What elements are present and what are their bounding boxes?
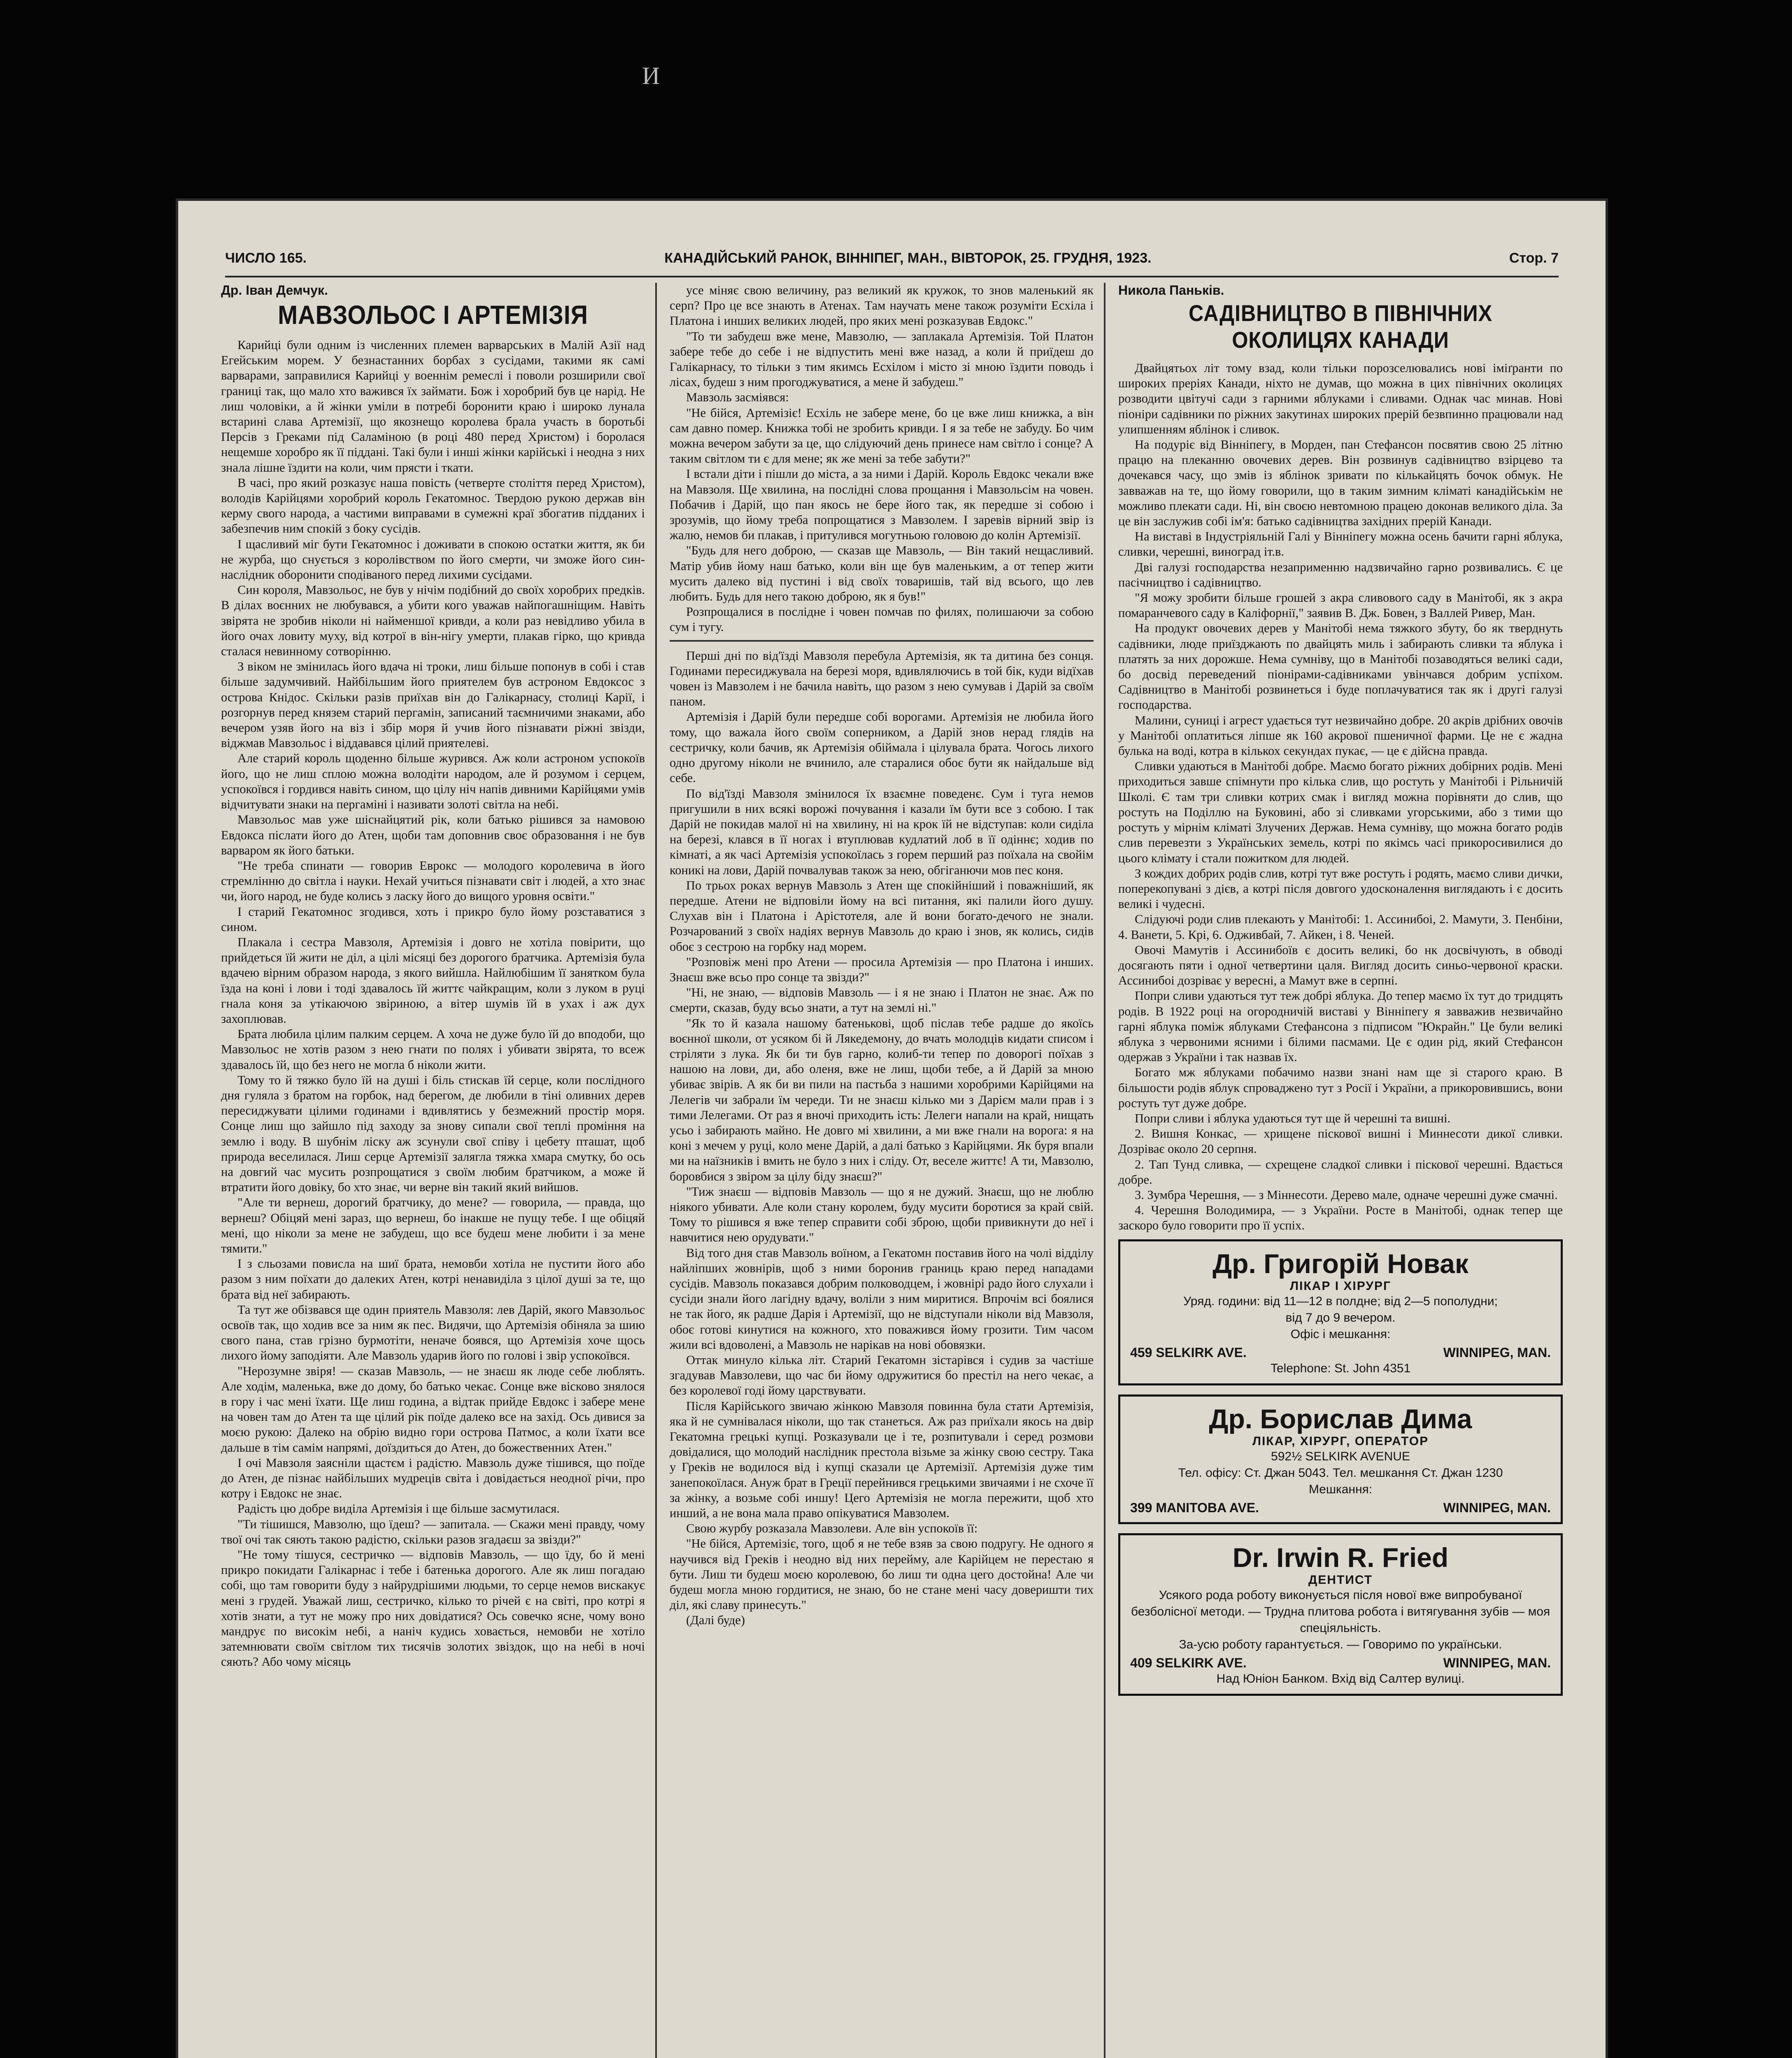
paragraph: По від'їзді Мавзоля змінилося їх взаємне поведенє. Сум і туга немов пригушили в них всякі ворожі почування і казали їм бути все з собою. І так Дарій не покидав малої ні на хвилину, ні на крок їй не відступав: коли сиділа на березі, клався в її ногах і втуплював кудлатий лоб в її одіннє; ходив по кімнаті, а як часі Артемізія успокоїлась з горем перший раз поїхала на свойім коникі на лови, Дарій почвалував також за нею, обгіганючи мов пес коня. xyxy=(670,786,1094,877)
paragraph: "Будь для него доброю, — сказав ще Мавзоль, — Він такий нещасливий. Матір убив йому наш батько, коли він ще був маленьким, а от тепер жити мусить далеко від пустині і від своїх товаришів, тай від всього, що лев любить. Будь для него такою доброю, як я був!" xyxy=(670,543,1094,604)
paragraph: З кождих добрих родів слив, котрі тут вже ростуть і родять, маємо сливи дички, поперекопувані з дієв, а котрі після довгого удосконалення виглядають і є досить великі і чудесні. xyxy=(1118,866,1563,911)
advertisement-box xyxy=(1118,1533,1563,1696)
paragraph: Після Карійського звичаю жінкою Мавзоля повинна була стати Артемізія, яка й не сумнівалася ніколи, що так станеться. Аж раз приїхали якось на двір Гекатомна грецькі купці. Розказували це і те, розпитували і серед розмови довідалися, що молодий наслідник престола візьме за жінку свою сестру. Така у Греків не водилося від і купці сказали це Артемізії. Артемізія дуже тим занепокоїлася. Ануж брат в Греції перейнився грецькими звичаями і не схоче її за жінку, а возьме собі иншу! Цего Артемізія не могла пережити, щоб хто инший, а не вона мала право опікуватися Мавзолем. xyxy=(670,1399,1094,1520)
paragraph: Свою журбу розказала Мавзолеви. Але він успокоїв її: xyxy=(686,1521,978,1536)
paragraph: На подуріє від Вінніпегу, в Морден, пан Стефансон посвятив свою 25 літню працю на плеканню овочевих дерев. Він розвинув садівництво взірцево та дочекався часу, що змів із яблінок зривати по кількайцять бочок обмук. Не завважав на те, що йому говорили, що в таким зимним кліматі канадійськім не можливо плекати сади. Ні, він своєю невтомною працею доконав великого діла. За це він заслужив собі ім'я: батько садівництва західних прерій Канади. xyxy=(1118,438,1563,528)
column-3 xyxy=(1118,283,1563,2058)
ad-doctor-name: Dr. Irwin R. Fried xyxy=(1232,1542,1449,1573)
paragraph: Мавзольос мав уже шіснайцятий рік, коли батько рішився за намовою Евдокса післати його до Атен, щоби там доповнив своє образовання і не був варваром як його батьки. xyxy=(221,812,645,857)
ad-line: від 7 до 9 вечером. xyxy=(1285,1311,1396,1325)
paragraph: І старий Гекатомнос згодився, хоть і прикро було йому розставатися з сином. xyxy=(221,904,645,934)
ad-line: Усякого рода роботу виконується після нової вже випробуваної безболісної методи. — Трудна плитова робота і витягування зубів — моя спеціяльність. xyxy=(1131,1588,1550,1635)
paragraph: 2. Тап Тунд сливка, — схрещене сладкої сливки і піскової черешні. Вдається добре. xyxy=(1118,1157,1563,1187)
ad-doctor-name: Др. Борислав Дима xyxy=(1209,1403,1472,1434)
ad-address-row xyxy=(1130,1500,1551,1516)
paragraph: На виставі в Індустріяльній Галі у Вінніпегу можна осень бачити гарні яблука, сливки, черешні, виноград іт.в. xyxy=(1118,529,1563,559)
column-rule-1 xyxy=(655,283,657,2058)
column-rule-2 xyxy=(1104,283,1105,2058)
ad-line: Мешкання: xyxy=(1308,1482,1373,1496)
paragraph: На продукт овочевих дерев у Манітобі нема тяжкого збуту, бо як тверднуть садівники, люде приїзджають по двайцять миль і забирають сливки та яблука і платять за них дорожше. Нема сумніву, що в Манітобі позаводяться великі сади, бо досвід переведений піонірами-садівниками увінчався добрим успіхом. Садівництво в Манітобі розвинеться і буде поплачуватися так як і другі галузі господарства. xyxy=(1118,621,1563,712)
ad-address: 399 MANITOBA AVE. xyxy=(1130,1500,1259,1515)
paragraph: І щасливий міг бути Гекатомнос і доживати в спокою остатки життя, як би не журба, що снується з королівством по його смерти, чи зможе його син-наслідник оборонити сподіваного перед лихими сусідами. xyxy=(221,537,645,582)
article-author: Др. Іван Демчук. xyxy=(221,283,328,298)
paragraph: "Але ти вернеш, дорогий братчику, до мене? — говорила, — правда, що вернеш? Обіцяй мені зараз, що вернеш, бо інакше не пущу тебе. І ще обіцяй мені, що ніколи за мене не забудеш, що все будеш мене любити і за мене тямити." xyxy=(221,1195,645,1255)
ad-line: Уряд. години: від 11—12 в полдне; від 2—5 пополудни; xyxy=(1183,1294,1498,1308)
advertisement-box xyxy=(1118,1239,1563,1385)
ad-profession: ЛІКАР, ХІРУРГ, ОПЕРАТОР xyxy=(1252,1434,1429,1448)
paragraph: Брата любила цілим палким серцем. А хоча не дуже було їй до вподоби, що Мавзольос не хотів разом з нею гнати по полях і убивати звірята, то всеж здавалось їй, що без него не могла б ніколи жити. xyxy=(221,1027,645,1072)
paragraph: Син короля, Мавзольос, не був у нічім подібний до своїх хоробрих предків. В ділах воєнних не любувався, а убити кого уважав найпогашніщим. Навіть звірята не зробив ніколи ні найменшої кривди, а коли раз невідливо убила в його очах ловиту муху, від котрої в він-нігу умерти, плакав гірко, що кривда сталася невинному сотворінню. xyxy=(221,583,645,659)
ad-address: 459 SELKIRK AVE. xyxy=(1130,1345,1247,1360)
issue-number: ЧИСЛО 165. xyxy=(225,250,307,266)
paragraph: (Далі буде) xyxy=(686,1613,745,1627)
paragraph: 2. Вишня Конкас, — хрищене піскової вишні і Миннесоти дикої сливки. Дозріває около 20 серпня. xyxy=(1118,1127,1563,1156)
ad-city: WINNIPEG, MAN. xyxy=(1443,1500,1551,1515)
paragraph: "Нерозумне звіря! — сказав Мавзоль, — не знаєш як люде себе люблять. Але ходім, маленька, вже до дому, бо батько чекає. Сонце вже вісково знялося в гору і час мені їхати. Ще лиш година, а відтак прийде Евдокс і забере мене на човен там до Атен та ще цілий рік поїде далеко все на захід. Ось дивися за моєю рукою: Далеко на обрію видно гори острова Патмос, а коли їхати все дальше в тім самім напрямі, доїздиться до Атен, до божественних Атен." xyxy=(221,1364,645,1455)
paragraph: "То ти забудеш вже мене, Мавзолю, — заплакала Артемізія. Той Платон забере тебе до себе і не відпустить мені вже назад, а коли й приїдеш до Галікарнасу, то тільки з тим якимсь Есхілом і місто зі мною їздити поводь і лісах, будеш з ним прогоджуватися, а мене й забудеш." xyxy=(670,329,1094,389)
article2-author: Никола Паньків. xyxy=(1118,283,1224,298)
paragraph: Артемізія і Дарій були передше собі ворогами. Артемізія не любила його тому, що важала його своїм соперником, а Дарій знов нерад глядів на сестричку, коли бачив, як Артемізія обіймала і цілувала брата. Чогось лихого одно другому ніколи не вчинило, але старалися обоє бути як найдальше від себе. xyxy=(670,710,1094,785)
paragraph: "Тиж знаєш — відповів Мавзоль — що я не дужий. Знаєш, що не люблю ніякого убивати. Але коли стану королем, буду мусити боротися за край свій. Тому то рішився я вже тепер справити собі зброю, щоби привикнути до неї і навчитися нею орудувати." xyxy=(670,1184,1094,1245)
paragraph: Плакала і сестра Мавзоля, Артемізія і довго не хотіла повірити, що прийдеться їй жити не діл, а цілі місяці без дорогого братчика. Артемізія була вдачею вірним образом народа, з якого вийшла. Найлюбішим її занятком була їзда на коні і лови і тоді здавалось їй життє чайкращим, коли з луком в руці гнала коня за утікаючою звіриною, а вітер шумів їй в ухах і аж дух захоплював. xyxy=(221,935,645,1026)
paragraph: Попри сливи і яблука удаються тут ще й черешні та вишні. xyxy=(1135,1111,1451,1125)
ad-extra: Telephone: St. John 4351 xyxy=(1270,1361,1411,1375)
article-body-continued xyxy=(670,283,1094,635)
newspaper-title-date: КАНАДІЙСЬКИЙ РАНОК, ВІННІПЕГ, МАН., ВІВТОРОК, 25. ГРУДНЯ, 1923. xyxy=(664,250,1152,266)
article-body-part-2 xyxy=(670,648,1094,1628)
ad-line: За-усю роботу гарантується. — Говоримо по українськи. xyxy=(1179,1637,1502,1651)
paragraph: І очі Мавзоля заясніли щастєм і радістю. Мавзоль дуже тішився, що поїде до Атен, де пізнає найбільших мудреців світа і довідається неодної річи, про котру і Евдокс не знає. xyxy=(221,1455,645,1501)
paragraph: "Розповіж мені про Атени — просила Артемізія — про Платона і инших. Знаєш вже всьо про сонце та звізди?" xyxy=(670,955,1094,984)
ad-address-row xyxy=(1130,1345,1551,1360)
paragraph: Богато мж яблуками побачимо назви знані нам ще зі старого краю. В більшости родів яблук спроваджено тут з Росії і України, а прикоровившись, вони ростуть тут дуже добре. xyxy=(1118,1065,1563,1110)
column-2 xyxy=(670,283,1094,2058)
masthead xyxy=(225,244,1559,277)
paragraph: Але старий король щоденно більше журився. Аж коли астроном успокоїв його, що не лиш сплою можна володіти народом, але й розумом і серцем, успокоївся і гордився навіть сином, що цілу ніч напів дивними Карійцями умів відчитувати знаки на пергаміні і називати золоті світла на небі. xyxy=(221,751,645,812)
paragraph: По трьох роках вернув Мавзоль з Атен ще спокійніший і поважніший, як передше. Атени не відповіли йому на всі питання, які палили його душу. Слухав він і Платона і Арістотеля, але й вони богато-дечого не знали. Розчарований з своїх надіях вернув Мавзоль до краю і знов, як колись, сидів обоє з сестрою на горбку над морем. xyxy=(670,878,1094,954)
paragraph: Тому то й тяжко було їй на душі і біль стискав їй серце, коли послідного дня гуляла з братом на горбок, над берегом, де любили в тіні оливних дерев пересиджувати цілими годинами і вдивлятись у безмежний простір моря. Сонце лиш що зайшло під заходу за знову сипали свої теплі проміння на землю і воду. В шубнім ліску аж зсунули свої співу і цебету пташат, щоб природа веселилася. Лиш серце Артемізії залягла тяжка хмара смутку, бо ось на довгий час мусить розпрощатися з своїм любим братчиком, а може й втратити його довіку, бо хто знає, чи верне він такий який вийшов. xyxy=(221,1073,645,1194)
ad-line: 592½ SELKIRK AVENUE xyxy=(1271,1449,1410,1463)
ad-city: WINNIPEG, MAN. xyxy=(1443,1655,1551,1670)
paragraph: "Ні, не знаю, — відповів Мавзоль — і я не знаю і Платон не знає. Аж по смерти, сказав, буду всьо знати, а тут на землі ні." xyxy=(670,985,1094,1015)
paragraph: Дві галузі господарства незаприменню надзвичайно гарно розвивались. Є це пасічництво і садівництво. xyxy=(1118,560,1563,589)
paragraph: усе міняє свою величину, раз великий як кружок, то знов маленький як серп? Про це все знають в Атенах. Там научать мене також розуміти Есхіла і Платона і инших великих людей, про яких мені розказував Евдокс." xyxy=(670,283,1094,328)
paragraph: Перші дні по від'їзді Мавзоля перебула Артемізія, як та дитина без сонця. Годинами пересиджувала на березі моря, вдивлялючись в той бік, куди відїхав човен із Мавзолем і не бачила навіть, що разом з нею сумував і Дарій за своїм паном. xyxy=(670,648,1094,709)
ad-doctor-name: Др. Григорій Новак xyxy=(1213,1248,1469,1279)
film-mark-top: И xyxy=(642,62,660,89)
paragraph: Мавзоль засміявся: xyxy=(686,390,789,405)
paragraph: Малини, суниці і агрест удається тут незвичайно добре. 20 акрів дрібних овочів у Манітобі оплатиться ліпше як 160 акрової пшеничної фарми. Це не є жадна булька на воді, котра в кількох секундах пукає, — це є дійсна правда. xyxy=(1118,713,1563,758)
paragraph: Та тут же обізвався ще один приятель Мавзоля: лев Дарій, якого Мавзольос освоїв так, що ходив все за ним як пес. Видячи, що Артемізія обіняла за шию свого пана, став грізно бурмотіти, неначе боявся, що Артемізія хоче щось лихого йому заподіяти. Але Мавзоль ударив його по голові і звір успокоївся. xyxy=(221,1302,645,1363)
paragraph: Радість цю добре виділа Артемізія і ще більше засмутилася. xyxy=(237,1502,560,1516)
paragraph: Слідуючі роди слив плекають у Манітобі: 1. Ассинибоі, 2. Мамути, 3. Пенбіни, 4. Ванети, 5. Крі, 6. Одживбай, 7. Айкен, і 8. Ченей. xyxy=(1118,912,1563,942)
article2-body xyxy=(1118,361,1563,1234)
advertisements xyxy=(1118,1239,1563,1696)
ad-city: WINNIPEG, MAN. xyxy=(1443,1345,1551,1360)
ad-extra: Над Юніон Банком. Вхід від Салтер вулиці. xyxy=(1216,1672,1465,1686)
paragraph: Овочі Мамутів і Ассинибоїв є досить великі, бо нк досвічують, в обводі досягають пяти і одної четвертини цаля. Вигляд досить синьо-червоної краски. Ассинибоі дозріває у вересні, а Мамут вже в серпні. xyxy=(1118,943,1563,988)
ad-profession: ДЕНТИСТ xyxy=(1308,1573,1373,1587)
paragraph: "Не бійся, Артемізіє, того, щоб я не тебе взяв за свою подругу. Не одного я научився від Греків і неодно від них перейму, але Карійцем не перестаю я бути. Лиш ти будеш моєю королевою, бо лиш ти одна цего достойна! Але чи будеш могла мною гордитися, не знаю, бо не стане мені часу доверишти тих діл, які славу принесуть." xyxy=(670,1537,1094,1612)
paragraph: Оттак минуло кілька літ. Старий Гекатомн зістарівся і судив за частіше згадував Мавзолеви, що час би йому одружитися бо престіл на него чекає, а без королевої годі йому царствувати. xyxy=(670,1353,1094,1398)
newspaper-page xyxy=(176,198,1608,2058)
paragraph: Сливки удаються в Манітобі добре. Маємо богато ріжних добірних родів. Мені приходиться завше спімнути про кілька слив, що ростуть у Манітобі і Рільничій Школі. Є там три сливки котрих смак і вигляд можна порівняти до слив, що ростуть на Поділлю на Буковині, або зі сливками угорськими, або з тими що ростуть у мірнім кліматі Злучених Держав. Нема сумніву, що можна богато родів слив перевезти з Українських земель, котрі по якімсь часі прикоросивилися до цього клімату і стали пожитком для людей. xyxy=(1118,759,1563,865)
ad-address-row xyxy=(1130,1655,1551,1671)
paragraph: З віком не змінилась його вдача ні троки, лиш більше попонув в собі і став більше задумчивий. Найбільшим його приятелем був астроном Евдоксос з острова Кнідос. Скільки разів приїхав він до Галікарнасу, столиці Карії, і розгорнув перед князем старий пергамін, записаний таємничими знаками, або вечером узяв його на віз і збір моря й учив його пізнавати ріжні звізди, віджмав Мавзольос і віддавався цілий приятелеві. xyxy=(221,659,645,750)
paragraph: "Не бійся, Артемізіє! Есхіль не забере мене, бо це вже лиш книжка, а він сам давно помер. Книжка тобі не зробить кривди. І я за тебе не забуду. Бо чим можна вечером забути за це, що слідуючий день принесе нам світло і сонце? А таким світлом ти є для мене; як же мені за тебе забути?" xyxy=(670,405,1094,466)
paragraph: Від того дня став Мавзоль воїном, а Гекатомн поставив його на чолі відділу найліпших жовнірів, щоб з ними боронив границь краю перед нападами сусідів. Мавзоль показався добрим полководцем, і жовнірі радо його слухали і сусіди знали його лагідну вдачу, воліли з ним миритися. Впрочім всі боялися не так його, як радше Дарія і Артемізії, що не відступали ніколи від Мавзоля, обоє готові кинутися на кожного, хто поважився йому грозити. Тим часом жили всі вдоволені, а Мавзоль не нарікав на нові обовязки. xyxy=(670,1246,1094,1352)
column-1 xyxy=(221,283,645,2058)
advertisement-box xyxy=(1118,1395,1563,1524)
paragraph: І з сльозами повисла на шиї брата, немовби хотіла не пустити його або разом з ним поїхати до далеких Атен, котрі ненавиділа з цілої душі за те, що брата від неї забирають. xyxy=(221,1257,645,1301)
paragraph: Карийці були одним із численних племен варварських в Малій Азії над Егейським морем. У безнастанних борбах з сусідами, такими як самі варварами, заправилися Карийці у военнім ремеслі і поволи розширили свої границі так, що мало хто важився їх займати. Бож і хоробрий був це нарід. Не лиш чоловіки, а й жінки уміли в потребі боронити краю і широко лунала встарині слава Артемізії, що якознещо королева брала участь в боротьбі Персів з Греками під Саламіною (в році 480 перед Христом) і боролася нещемше хоробро як її піддані. Такі були і инші жінки карійські і неодна з них знала лішне їздити на коли, чим прясти і ткати. xyxy=(221,338,645,475)
ad-address: 409 SELKIRK AVE. xyxy=(1130,1655,1247,1670)
article2-headline: САДІВНИЦТВО В ПІВНІЧНИХ ОКОЛИЦЯХ КАНАДИ xyxy=(1188,300,1493,353)
paragraph: "Ти тішишся, Мавзолю, що їдеш? — запитала. — Скажи мені правду, чому твої очі так сяють такою радістю, скільки разов згадаєш за звізди?" xyxy=(221,1517,645,1546)
paragraph: "Не треба спинати — говорив Еврокс — молодого королевича в його стремлінню до світла і науки. Нехай учиться пізнавати світ і людей, а хто знає чи, його народ, не буде колись з ласку його до вищого уровня освіти." xyxy=(221,858,645,903)
paragraph: Двайцятьох літ тому взад, коли тільки порозселювались нові іміґранти по широких преріях Канади, ніхто не думав, що можна в цих північних околицях розводити цвітучі сади з гарними яблуками і сливами. Однак час минав. Нові піоніри садівники по ріжних закутинах широких прерій безвпинно працювали над улипшенням яблінок і сливок. xyxy=(1118,361,1563,436)
paragraph: В часі, про який розказує наша повість (четверте століття перед Христом), володів Карійцями хоробрий король Гекатомнос. Твердою рукою держав він керму свого народа, а частими виправами в сумежні краї збогатив підданих і забезпечив ним спокій з боку сусідів. xyxy=(221,475,645,536)
paragraph: "Я можу зробити більше грошей з акра сливового саду в Манітобі, як з акра помаранчевого саду в Каліфорнії," заявив В. Дж. Бовен, з Валлей Ривер, Ман. xyxy=(1118,591,1563,620)
section-divider xyxy=(670,640,1094,642)
paragraph: Попри сливи удаються тут теж добрі яблука. До тепер маємо їх тут до тридцять родів. В 1922 році на огородничій виставі у Вінніпегу я завважив незвичайно гарні яблука поміж яблуками Стефансона з підписом "Юкрайн." Це були великі яблука з червоними ясними і білими пасмами. Це є один рід, який Стефансон одержав з України і так назвав їх. xyxy=(1118,989,1563,1064)
paragraph: 4. Черешня Володимира, — з України. Росте в Манітобі, однак тепер ще заскоро було говорити про її успіх. xyxy=(1118,1203,1563,1233)
paragraph: 3. Зумбра Черешня, — з Міннесоти. Дерево мале, одначе черешні дуже смачні. xyxy=(1135,1187,1558,1202)
page-number: Стор. 7 xyxy=(1509,250,1559,266)
paragraph: І встали діти і пішли до міста, а за ними і Дарій. Король Евдокс чекали вже на Мавзоля. Ще хвилина, на послідні слова прощання і Мавзольсім на човен. Побачив і Дарій, що пан якось не бере його так, як передше зі собою і зрозумів, що йому треба попрощатися з Мавзолем. І заревів вірний звір із жалю, немов би плакав, і притулився могутньою головою до колін Артемізії. xyxy=(670,467,1094,542)
paragraph: "Не тому тішуся, сестричко — відповів Мавзоль, — що їду, бо й мені прикро покидати Галікарнас і тебе і батенька дорогого. Але як лиш погадаю собі, що там говорити буду з найрудрішими людьми, то серце немов вискакує мені з грудей. Уважай лиш, сестричко, кілько то річей є на світі, про котрі я хотів знати, а тут не можу про них довідатися? Ось совечко ясне, чому воно мандрує по високім небі, а наніч кудись ховається, немовби не хотіло затемнювати своїм світлом тих тисячів золотих звіздок, що на небі в ночі сяють? Або чому місяць xyxy=(221,1548,645,1669)
article-body xyxy=(221,338,645,1670)
paragraph: "Як то й казала нашому батенькові, щоб післав тебе радше до якоїсь воєнної школи, от усяком бі й Лякедемону, до вчать молодців кидати списом і стріляти з лука. Як би ти був гарно, колиб-ти тепер по доворогі поїхав з нашою на лови, ди, або оленя, вже не лиш, щоби тебе, а й Дарій за мною убиває звірів. А як би ви пили на пастьба з нашими хоробрими Карійцями на Лелегів чи забрали їм череди. Ти не знаєш кілько ми з Дарієм мали прав і з тими Лелегами. От раз я вночі приходить ість: Лелеги напали на край, нищать усьо і забирають майно. Не довго мі хвилини, а ми вже гнали на ворога: я на коні з мечем у руці, коло мене Дарій, а далі батько з Карійцями. Як буря впали ми на наїзників і вмить не було з них і сліду. От, веселе життє! А ти, Мавзолю, боровбися з звіром за цілу біду знаєш?" xyxy=(670,1016,1094,1183)
ad-line: Тел. офісу: Ст. Джан 5043. Тел. мешкання Ст. Джан 1230 xyxy=(1178,1466,1503,1480)
ad-line: Офіс і мешкання: xyxy=(1290,1327,1391,1341)
article-headline: МАВЗОЛЬОС І АРТЕМІЗІЯ xyxy=(278,300,588,330)
ad-profession: ЛІКАР І ХІРУРГ xyxy=(1289,1279,1391,1293)
paragraph: Розпрощалися в послідне і човен помчав по филях, полишаючи за собою сум і тугу. xyxy=(670,605,1094,634)
